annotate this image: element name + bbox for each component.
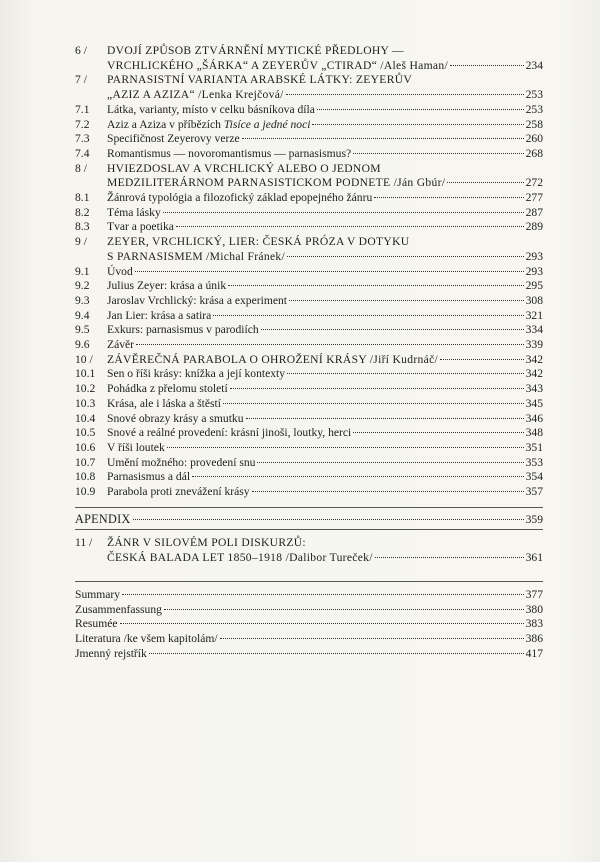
dot-leader [230, 388, 524, 389]
toc-entry-line [75, 381, 543, 397]
entry-body [75, 511, 543, 528]
entry-page-number: 321 [525, 308, 543, 322]
entry-body [107, 43, 543, 59]
entry-number: 10.1 [75, 367, 96, 381]
entry-title: Parnasismus a dál [107, 470, 191, 484]
toc-entry-line [75, 58, 543, 74]
toc-entry-line [75, 646, 543, 662]
entry-number: 10.6 [75, 440, 96, 454]
entry-body [75, 587, 543, 603]
toc-entry-line [75, 616, 543, 632]
toc-entry-line [75, 535, 543, 551]
entry-page-number: 345 [525, 396, 543, 410]
entry-body [107, 484, 543, 500]
toc-entry-line [75, 455, 543, 471]
entry-title: Tvar a poetika [107, 220, 174, 234]
entry-page-number: 417 [525, 646, 543, 660]
entry-body [107, 102, 543, 118]
dot-leader [164, 609, 524, 610]
entry-title: Summary [75, 587, 121, 601]
entry-body [107, 293, 543, 309]
entry-page-number: 354 [525, 470, 543, 484]
toc-entry-line [75, 190, 543, 206]
entry-page-number: 293 [525, 249, 543, 263]
entry-body [107, 550, 543, 566]
entry-title: Jaroslav Vrchlický: krása a experiment [107, 293, 288, 307]
entry-title: Jmenný rejstřík [75, 646, 147, 660]
entry-page-number: 272 [525, 176, 543, 190]
entry-title: V říši loutek [107, 440, 165, 454]
entry-number: 10.7 [75, 455, 96, 469]
dot-leader [228, 285, 523, 286]
toc-entry-line [75, 511, 543, 527]
entry-title: APENDIX [75, 511, 131, 526]
entry-page-number: 339 [525, 338, 543, 351]
dot-leader [353, 432, 523, 433]
entry-body [107, 161, 543, 177]
entry-body [107, 396, 543, 412]
toc-entry-line [75, 117, 543, 133]
dot-leader [450, 65, 524, 66]
entry-number: 7.1 [75, 102, 90, 116]
entry-number: 7.3 [75, 132, 90, 146]
entry-page-number: 295 [525, 279, 543, 293]
dot-leader [287, 256, 524, 257]
dot-leader [220, 638, 524, 639]
entry-title-italic: Tisíce a jedné noci [223, 117, 311, 131]
entry-body [107, 440, 543, 456]
entry-title: Specifičnost Zeyerovy verze [107, 132, 240, 146]
entry-page-number: 359 [525, 512, 543, 526]
entry-page-number: 334 [525, 323, 543, 337]
toc-entry-line [75, 249, 543, 265]
entry-number: 8.2 [75, 205, 90, 219]
separator-rule [75, 581, 543, 582]
entry-title: HVIEZDOSLAV A VRCHLICKÝ ALEBO O JEDNOM [107, 161, 381, 175]
dot-leader [246, 418, 524, 419]
toc-entry-line [75, 264, 543, 280]
entry-body [107, 337, 543, 353]
dot-leader [135, 271, 524, 272]
entry-number: 7 / [75, 73, 87, 87]
entry-title: DVOJÍ ZPŮSOB ZTVÁRNĚNÍ MYTICKÉ PŘEDLOHY — [107, 44, 404, 57]
toc-entry-line [75, 131, 543, 147]
dot-leader [176, 226, 524, 227]
dot-leader [213, 315, 523, 316]
entry-number: 9.2 [75, 279, 90, 293]
entry-title: Romantismus — novoromantismus — parnasismus? [107, 146, 352, 160]
toc-entry-line [75, 440, 543, 456]
entry-number: 10.9 [75, 485, 96, 498]
entry-title: Exkurs: parnasismus v parodiích [107, 323, 259, 337]
dot-leader [286, 94, 524, 95]
entry-page-number: 351 [525, 440, 543, 454]
entry-page-number: 277 [525, 191, 543, 204]
entry-body [107, 87, 543, 103]
toc-entry-line [75, 411, 543, 427]
entry-page-number: 380 [525, 602, 543, 616]
entry-number: 10.8 [75, 470, 96, 484]
entry-page-number: 289 [525, 220, 543, 234]
dot-leader [317, 109, 524, 110]
dot-leader [257, 462, 523, 463]
entry-title: Látka, varianty, místo v celku básníkova díla [107, 102, 315, 116]
separator-rule [75, 529, 543, 530]
entry-body [107, 249, 543, 265]
entry-title: ŽÁNR V SILOVÉM POLI DISKURZŮ: [107, 536, 306, 550]
toc-entry-line [75, 219, 543, 235]
entry-title: ZEYER, VRCHLICKÝ, LIER: ČESKÁ PRÓZA V DOTYKU [107, 235, 410, 249]
entry-body [107, 411, 543, 427]
entry-number: 10 / [75, 352, 93, 366]
entry-body [107, 190, 543, 206]
entry-number: 9.3 [75, 293, 90, 307]
entry-title: „AZIZ A AZIZA“ /Lenka Krejčová/ [107, 88, 284, 102]
entry-title: S PARNASISMEM /Michal Fránek/ [107, 249, 286, 263]
entry-page-number: 346 [525, 411, 543, 425]
entry-page-number: 287 [525, 205, 543, 219]
entry-title: Sen o říši krásy: knížka a její kontexty [107, 367, 286, 381]
toc-entry-line [75, 602, 543, 618]
dot-leader [440, 359, 524, 360]
dot-leader [375, 557, 524, 558]
entry-body [107, 131, 543, 147]
entry-title: Parabola proti znevážení krásy [107, 485, 250, 498]
entry-page-number: 386 [525, 631, 543, 645]
entry-body [107, 146, 543, 162]
entry-number: 7.4 [75, 146, 90, 160]
entry-body [107, 234, 543, 250]
toc-entry-line [75, 161, 543, 177]
entry-page-number: 361 [525, 551, 543, 565]
dot-leader [163, 212, 524, 213]
entry-title: ZÁVĚREČNÁ PARABOLA O OHROŽENÍ KRÁSY /Jiří Kudrnáč/ [107, 352, 439, 366]
entry-page-number: 234 [525, 58, 543, 72]
entry-number: 9.4 [75, 308, 90, 322]
toc-entry-line [75, 278, 543, 294]
toc-entry-line [75, 631, 543, 647]
entry-body [107, 72, 543, 88]
entry-page-number: 253 [525, 88, 543, 102]
entry-title: Umění možného: provedení snu [107, 455, 256, 469]
toc-entry-line [75, 87, 543, 103]
entry-body [107, 322, 543, 338]
entry-page-number: 308 [525, 293, 543, 307]
entry-number: 9.6 [75, 338, 90, 351]
dot-leader [122, 594, 524, 595]
toc-entry-line [75, 72, 543, 88]
toc-entry-line [75, 146, 543, 162]
dot-leader [353, 153, 524, 154]
entry-body [75, 602, 543, 618]
entry-page-number: 342 [525, 367, 543, 381]
entry-body [107, 278, 543, 294]
entry-body [107, 219, 543, 235]
entry-title: Julius Zeyer: krása a únik [107, 279, 227, 293]
entry-body [107, 455, 543, 471]
dot-leader [312, 124, 523, 125]
entry-page-number: 260 [525, 132, 543, 146]
entry-number: 10.3 [75, 396, 96, 410]
dot-leader [149, 653, 524, 654]
entry-title: Snové a reálné provedení: krásní jinoši, loutky, herci [107, 426, 352, 440]
entry-page-number: 353 [525, 455, 543, 469]
dot-leader [289, 300, 524, 301]
entry-number: 10.4 [75, 411, 96, 425]
entry-title: Závěr [107, 338, 135, 351]
toc-entry-line [75, 366, 543, 382]
dot-leader [261, 329, 524, 330]
entry-number: 9.5 [75, 323, 90, 337]
entry-body [107, 425, 543, 441]
entry-body [107, 58, 543, 74]
toc-entry-line [75, 352, 543, 368]
toc-entry-line [75, 484, 543, 500]
entry-body [107, 117, 543, 133]
entry-title: MEDZILITERÁRNOM PARNASISTICKOM PODNETE /Ján Gbúr/ [107, 176, 446, 190]
entry-body [107, 308, 543, 324]
toc-entry-line [75, 234, 543, 250]
entry-title: Téma lásky [107, 205, 161, 219]
entry-page-number: 348 [525, 426, 543, 440]
toc-entry-line [75, 175, 543, 191]
entry-page-number: 342 [525, 352, 543, 366]
entry-number: 10.2 [75, 382, 96, 396]
entry-title: Resumée [75, 617, 118, 631]
dot-leader [192, 476, 524, 477]
entry-title: Jan Lier: krása a satira [107, 308, 212, 322]
entry-number: 8 / [75, 161, 87, 175]
entry-page-number: 377 [525, 587, 543, 601]
entry-title: Pohádka z přelomu století [107, 382, 228, 396]
toc-entry-line [75, 587, 543, 603]
toc-entry-line [75, 337, 543, 353]
dot-leader [167, 447, 524, 448]
entry-number: 6 / [75, 44, 87, 57]
dot-leader [447, 182, 523, 183]
entry-title: Úvod [107, 264, 133, 278]
entry-page-number: 357 [525, 485, 543, 498]
toc-entry-line [75, 469, 543, 485]
toc-entry-line [75, 43, 543, 59]
entry-body [107, 352, 543, 368]
dot-leader [242, 138, 524, 139]
entry-title: Krása, ale i láska a štěstí [107, 396, 221, 410]
entry-page-number: 268 [525, 146, 543, 160]
entry-title: Literatura /ke všem kapitolám/ [75, 631, 218, 645]
entry-page-number: 383 [525, 617, 543, 631]
entry-body [107, 175, 543, 191]
entry-page-number: 293 [525, 264, 543, 278]
entry-title: Zusammenfassung [75, 602, 162, 616]
entry-body [107, 381, 543, 397]
entry-number: 11 / [75, 536, 93, 550]
toc-entry-line [75, 550, 543, 566]
entry-number: 7.2 [75, 117, 90, 131]
dot-leader [133, 519, 524, 520]
separator-rule [75, 507, 543, 508]
toc-entry-line [75, 396, 543, 412]
entry-body [75, 646, 543, 662]
entry-number: 8.1 [75, 191, 90, 204]
dot-leader [252, 491, 524, 492]
entry-body [75, 631, 543, 647]
dot-leader [136, 344, 524, 345]
toc-entry-line [75, 293, 543, 309]
entry-page-number: 253 [525, 102, 543, 116]
dot-leader [374, 197, 523, 198]
entry-title: Žánrová typológia a filozofický základ epopejného žánru [107, 191, 373, 204]
entry-number: 9 / [75, 235, 87, 249]
entry-body [75, 616, 543, 632]
toc-entry-line [75, 308, 543, 324]
entry-body [107, 205, 543, 221]
entry-number: 8.3 [75, 220, 90, 234]
dot-leader [287, 373, 524, 374]
entry-body [107, 366, 543, 382]
entry-body [107, 535, 543, 551]
dot-leader [120, 623, 524, 624]
entry-title: VRCHLICKÉHO „ŠÁRKA“ A ZEYERŮV „CTIRAD“ /Aleš Haman/ [107, 58, 448, 72]
entry-page-number: 258 [525, 117, 543, 131]
entry-title: PARNASISTNÍ VARIANTA ARABSKÉ LÁTKY: ZEYERŮV [107, 73, 413, 87]
entry-title: ČESKÁ BALADA LET 1850–1918 /Dalibor Tureček/ [107, 551, 373, 565]
entry-body [107, 264, 543, 280]
entry-body [107, 469, 543, 485]
toc-entry-line [75, 102, 543, 118]
entry-number: 9.1 [75, 264, 90, 278]
entry-title: Aziz a Aziza v příbězích Tisíce a jedné noci [107, 117, 311, 131]
entry-page-number: 343 [525, 382, 543, 396]
toc-entry-line [75, 205, 543, 221]
entry-title: Snové obrazy krásy a smutku [107, 411, 244, 425]
toc-entry-line [75, 425, 543, 441]
entry-number: 10.5 [75, 426, 96, 440]
toc-entry-line [75, 322, 543, 338]
dot-leader [223, 403, 524, 404]
